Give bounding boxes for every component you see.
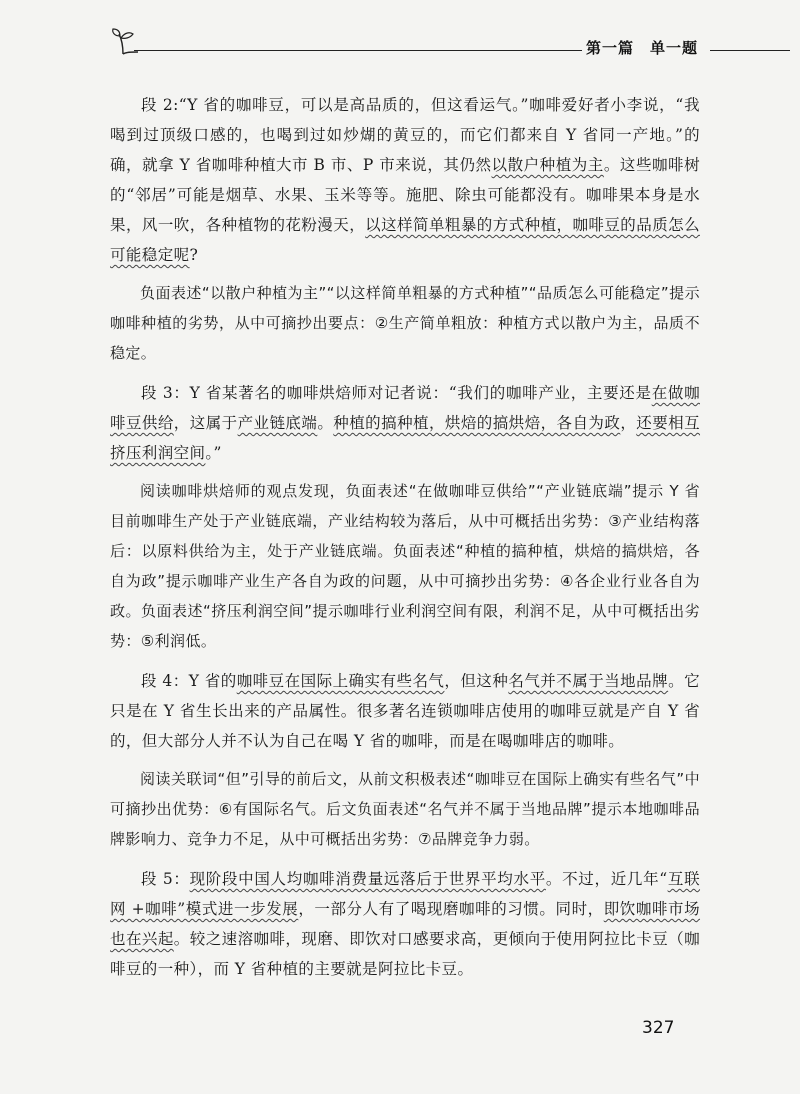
text-run: 。它只是在 Y 省生长出来的产品属性。很多著名连锁咖啡店使用的咖啡豆就是产自 Y 省的，但大部分人并不认为自己在喝 Y 省的咖啡，而是在喝咖啡店的咖啡。 — [110, 672, 701, 750]
header-rule — [134, 50, 582, 51]
text-run: ，一部分人有了喝现磨咖啡的习惯。同时， — [298, 900, 604, 918]
sprout-icon — [110, 28, 140, 56]
highlighted-phrase: 以这样简单粗暴的方式种植，咖啡豆的品质怎么可能稳定呢 — [110, 216, 700, 264]
text-run: 。较之速溶咖啡，现磨、即饮对口感要求高，更倾向于使用阿拉比卡豆（咖啡豆的一种），而 Y 省种植的主要就是阿拉比卡豆。 — [110, 930, 700, 978]
page-number: 327 — [642, 1018, 675, 1038]
highlighted-phrase: 咖啡豆在国际上确实有些名气 — [236, 672, 445, 690]
source-paragraph — [110, 864, 700, 984]
text-run: 段 2:“Y 省的咖啡豆，可以是高品质的，但这看运气。”咖啡爱好者小李说，“我喝到过顶级口感的，也喝到过如炒煳的黄豆的，而它们都来自 Y 省同一产地。”的确，就拿 Y 省咖啡种植大市 B 市、P 市来说，其仍然 — [110, 96, 700, 174]
text-run: 段 5： — [141, 870, 190, 888]
text-run: 阅读关联词“但”引导的前后文，从前文积极表述“咖啡豆在国际上确实有些名气”中可摘抄出优势：⑥有国际名气。后文负面表述“名气并不属于当地品牌”提示本地咖啡品牌影响力、竞争力不足，从中可概括出劣势：⑦品牌竞争力弱。 — [110, 770, 700, 848]
text-run: ，这属于 — [173, 414, 238, 432]
analysis-paragraph — [110, 764, 700, 854]
text-run: 段 4：Y 省的 — [141, 672, 237, 690]
source-paragraph — [110, 90, 700, 270]
highlighted-phrase: 还要相互挤压利润空间 — [110, 414, 701, 462]
text-run: 。不过，近几年“ — [545, 870, 668, 888]
header-rule-tail — [710, 50, 790, 51]
analysis-paragraph — [110, 278, 700, 368]
text-run: 段 3：Y 省某著名的咖啡烘焙师对记者说：“我们的咖啡产业，主要还是 — [141, 384, 652, 402]
highlighted-phrase: 互联网 +咖啡”模式进一步发展 — [110, 870, 701, 918]
highlighted-phrase: 即饮咖啡市场也在兴起 — [110, 900, 701, 948]
highlighted-phrase: 名气并不属于当地品牌 — [508, 672, 669, 690]
analysis-paragraph — [110, 476, 700, 656]
page-body — [110, 90, 700, 992]
text-run: 。这些咖啡树的“邻居”可能是烟草、水果、玉米等等。施肥、除虫可能都没有。咖啡果本身是水果，风一吹，各种植物的花粉漫天， — [110, 156, 700, 234]
source-paragraph — [110, 666, 700, 756]
highlighted-phrase: 种植的搞种植，烘焙的搞烘焙，各自为政 — [333, 414, 621, 432]
text-run: 阅读咖啡烘焙师的观点发现，负面表述“在做咖啡豆供给”“产业链底端”提示 Y 省目前咖啡生产处于产业链底端，产业结构较为落后，从中可概括出劣势：③产业结构落后：以原料供给为主，处于产业链底端。负面表述“种植的搞种植，烘焙的搞烘焙，各自为政”提示咖啡产业生产各自为政的问题，从中可摘抄出劣势：④各企业行业各自为政。负面表述“挤压利润空间”提示咖啡行业利润空间有限，利润不足，从中可概括出劣势：⑤利润低。 — [110, 482, 700, 650]
highlighted-phrase: 在做咖啡豆供给 — [110, 384, 700, 432]
header-title: 第一篇 单一题 — [586, 39, 699, 57]
text-run: ? — [189, 246, 199, 264]
text-run: ，但这种 — [444, 672, 509, 690]
highlighted-phrase: 产业链底端 — [237, 414, 318, 432]
text-run: 。 — [317, 414, 334, 432]
text-run: 负面表述“以散户种植为主”“以这样简单粗暴的方式种植”“品质怎么可能稳定”提示咖啡种植的劣势，从中可摘抄出要点：②生产简单粗放：种植方式以散户为主，品质不稳定。 — [110, 284, 700, 362]
highlighted-phrase: 现阶段中国人均咖啡消费量远落后于世界平均水平 — [189, 870, 546, 888]
text-run: ， — [620, 414, 637, 432]
source-paragraph — [110, 378, 700, 468]
text-run: 。” — [205, 444, 222, 462]
highlighted-phrase: 以散户种植为主 — [491, 156, 604, 174]
page-header — [110, 28, 699, 58]
